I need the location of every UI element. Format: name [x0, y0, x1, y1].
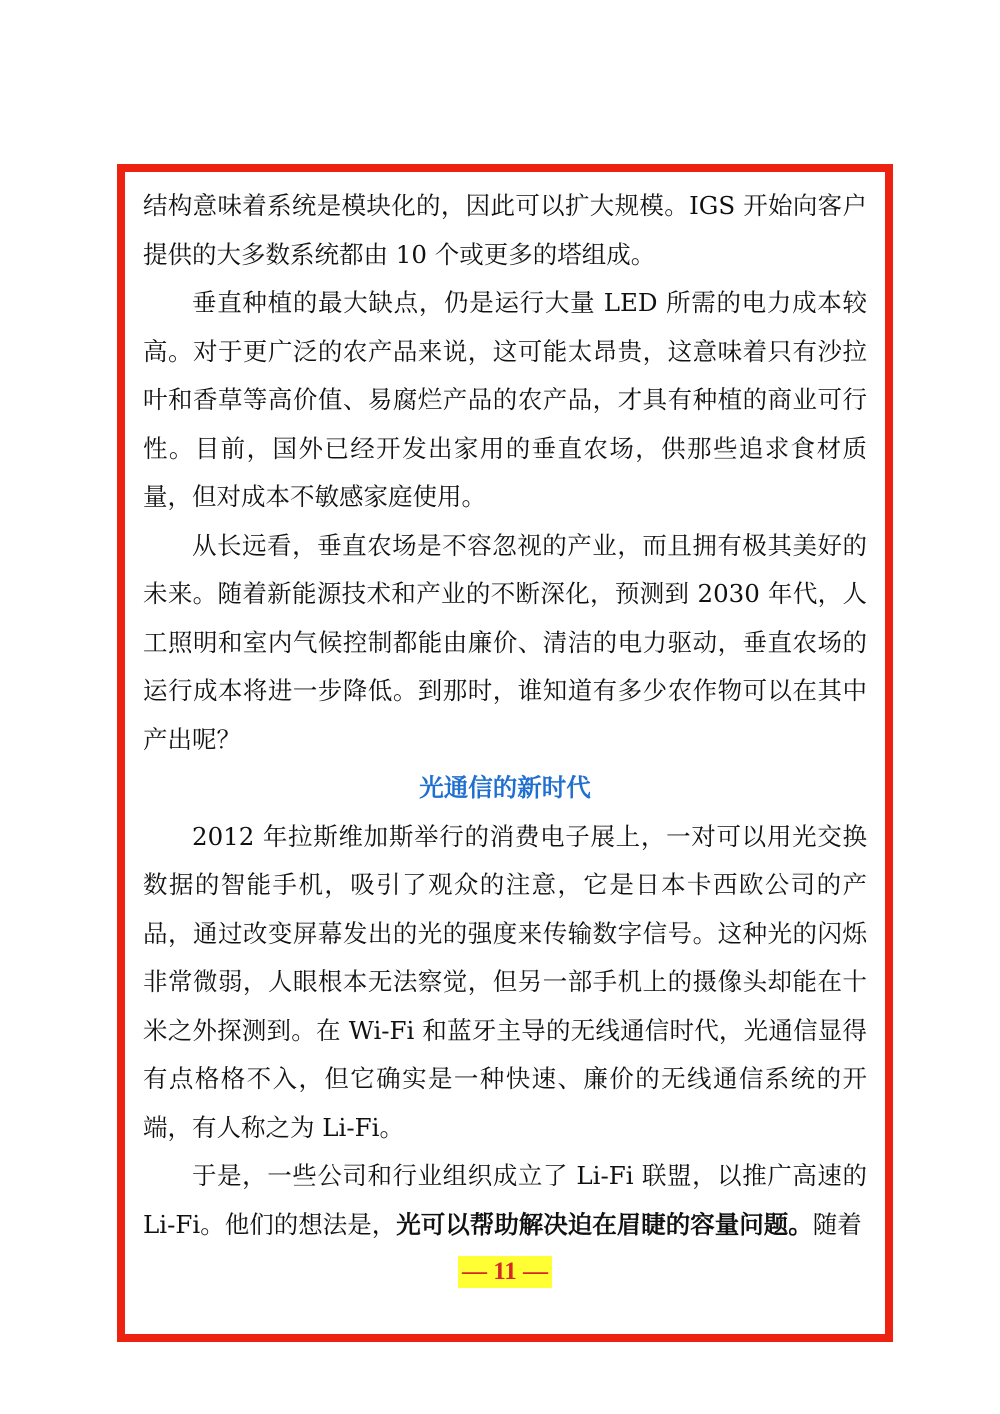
- page-number-area: [125, 1256, 885, 1288]
- paragraph-vertical-farming-drawback: 垂直种植的最大缺点，仍是运行大量 LED 所需的电力成本较高。对于更广泛的农产品来说，这可能太昂贵，这意味着只有沙拉叶和香草等高价值、易腐烂产品的农产品，才具有种植的商业可行性。目前，国外已经开发出家用的垂直农场，供那些追求食材质量，但对成本不敏感家庭使用。: [143, 288, 867, 511]
- li-fi-text-end: 随着: [812, 1209, 862, 1239]
- page-number: — 11 —: [458, 1256, 552, 1288]
- li-fi-text-start: 于是，一些公司和行业组织成立了 Li-Fi 联盟，以推广高速的 Li-Fi。他们的想法是，: [143, 1161, 867, 1239]
- li-fi-text-bold: 光可以帮助解决迫在眉睫的容量问题。: [396, 1209, 813, 1239]
- paragraph-vertical-farming-future: 从长远看，垂直农场是不容忽视的产业，而且拥有极其美好的未来。随着新能源技术和产业的不断深化，预测到 2030 年代，人工照明和室内气候控制都能由廉价、清洁的电力驱动，垂直农场的运行成本将进一步降低。到那时，谁知道有多少农作物可以在其中产出呢？: [143, 530, 867, 754]
- paragraph-continued: 结构意味着系统是模块化的，因此可以扩大规模。IGS 开始向客户提供的大多数系统都由 10 个或更多的塔组成。: [143, 191, 867, 269]
- page-content: [143, 182, 867, 1249]
- paragraph-optical-communication: 2012 年拉斯维加斯举行的消费电子展上，一对可以用光交换数据的智能手机，吸引了观众的注意，它是日本卡西欧公司的产品，通过改变屏幕发出的光的强度来传输数字信号。这种光的闪烁非常微弱，人眼根本无法察觉，但另一部手机上的摄像头却能在十米之外探测到。在 Wi-Fi 和蓝牙主导的无线通信时代，光通信显得有点格格不入，但它确实是一种快速、廉价的无线通信系统的开端，有人称之为 Li-Fi。: [143, 821, 867, 1142]
- page-frame: [117, 164, 893, 1342]
- section-heading: 光通信的新时代: [419, 773, 591, 802]
- paragraph-li-fi-alliance: [143, 1152, 867, 1249]
